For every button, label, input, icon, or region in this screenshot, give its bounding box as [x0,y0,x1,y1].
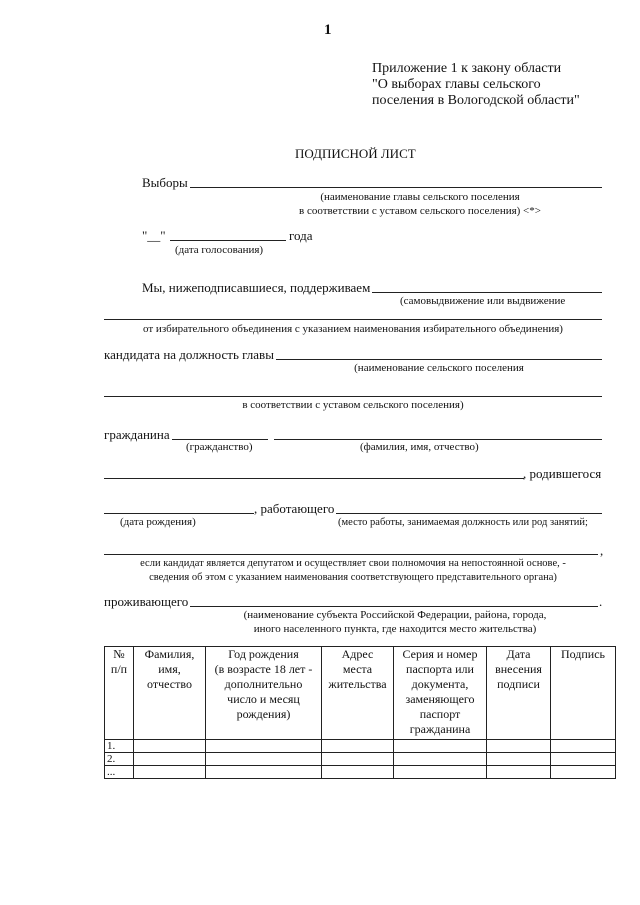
candidate-field-2[interactable] [104,396,602,397]
table-cell[interactable] [551,766,616,779]
deputy-hint-2: сведения об этом с указанием наименования соответствующего представительного органа) [149,572,557,583]
support-hint-2: от избирательного объединения с указанием наименования избирательного объединения) [143,323,563,335]
signature-table [104,646,616,779]
residence-hint-2: иного населенного пункта, где находится место жительства) [253,623,537,635]
header-cell: Подпись [551,647,616,740]
birth-date-hint: (дата рождения) [120,516,196,528]
candidate-label: кандидата на должность главы [104,347,274,362]
header-cell: Год рождения (в возрасте 18 лет - дополнительно число и месяц рождения) [206,647,322,740]
residence-label: проживающего [104,594,189,609]
row-number: 1. [105,740,134,753]
table-cell[interactable] [206,766,322,779]
table-cell[interactable] [134,766,206,779]
table-row [105,753,616,766]
row-number: 2. [105,753,134,766]
deputy-comma: , [600,543,604,558]
date-field[interactable] [170,240,286,241]
support-field-2[interactable] [104,319,602,320]
table-cell[interactable] [394,753,487,766]
header-cell: Фамилия, имя, отчество [134,647,206,740]
date-hint: (дата голосования) [175,244,264,256]
table-row [105,766,616,779]
table-cell[interactable] [487,740,551,753]
appendix-block [372,61,580,109]
header-cell: Адрес места жительства [322,647,394,740]
table-cell[interactable] [487,753,551,766]
table-cell[interactable] [322,753,394,766]
form-title: ПОДПИСНОЙ ЛИСТ [295,146,416,161]
table-cell[interactable] [322,740,394,753]
date-suffix: года [289,228,313,243]
table-cell[interactable] [394,740,487,753]
table-cell[interactable] [134,753,206,766]
support-text: Мы, нижеподписавшиеся, поддерживаем [142,280,371,295]
table-cell[interactable] [394,766,487,779]
table-header-row [105,647,616,740]
elections-label: Выборы [142,175,188,190]
table-cell[interactable] [206,753,322,766]
candidate-field[interactable] [276,359,602,360]
support-hint-1: (самовыдвижение или выдвижение [400,295,566,307]
support-field[interactable] [372,292,602,293]
residence-field[interactable] [190,606,598,607]
citizenship-field[interactable] [172,439,268,440]
work-field[interactable] [336,513,602,514]
residence-hint-1: (наименование субъекта Российской Федерации, района, города, [243,609,547,621]
born-field[interactable] [104,478,524,479]
citizen-label: гражданина [104,427,170,442]
full-name-field[interactable] [274,439,602,440]
page-number: 1 [324,22,332,38]
table-cell[interactable] [551,740,616,753]
table-cell[interactable] [134,740,206,753]
appendix-line-1: Приложение 1 к закону области [372,61,562,76]
table-cell[interactable] [551,753,616,766]
header-cell: Серия и номер паспорта или документа, заменяющего паспорт гражданина [394,647,487,740]
work-hint: (место работы, занимаемая должность или род занятий; [338,517,588,528]
deputy-field[interactable] [104,554,598,555]
elections-hint-2: в соответствии с уставом сельского поселения) <*> [299,205,541,217]
appendix-line-3: поселения в Вологодской области" [372,93,580,108]
header-cell: № п/п [105,647,134,740]
elections-hint-1: (наименование главы сельского поселения [320,191,520,203]
residence-period: . [599,594,603,609]
candidate-hint-1: (наименование сельского поселения [354,362,524,374]
table-cell[interactable] [487,766,551,779]
row-number: ... [105,766,134,779]
header-cell: Дата внесения подписи [487,647,551,740]
elections-field[interactable] [190,187,602,188]
table-row [105,740,616,753]
birth-date-field[interactable] [104,513,254,514]
citizenship-hint: (гражданство) [186,441,253,453]
deputy-hint-1: если кандидат является депутатом и осуществляет свои полномочия на непостоянной основе, - [140,558,566,569]
appendix-line-2: "О выборах главы сельского [372,77,541,92]
born-label: , родившегося [523,466,602,481]
date-day-prefix: "__" [142,228,166,243]
working-label: , работающего [254,501,335,516]
table-cell[interactable] [322,766,394,779]
table-cell[interactable] [206,740,322,753]
candidate-hint-2: в соответствии с уставом сельского поселения) [242,399,464,411]
full-name-hint: (фамилия, имя, отчество) [360,441,479,453]
